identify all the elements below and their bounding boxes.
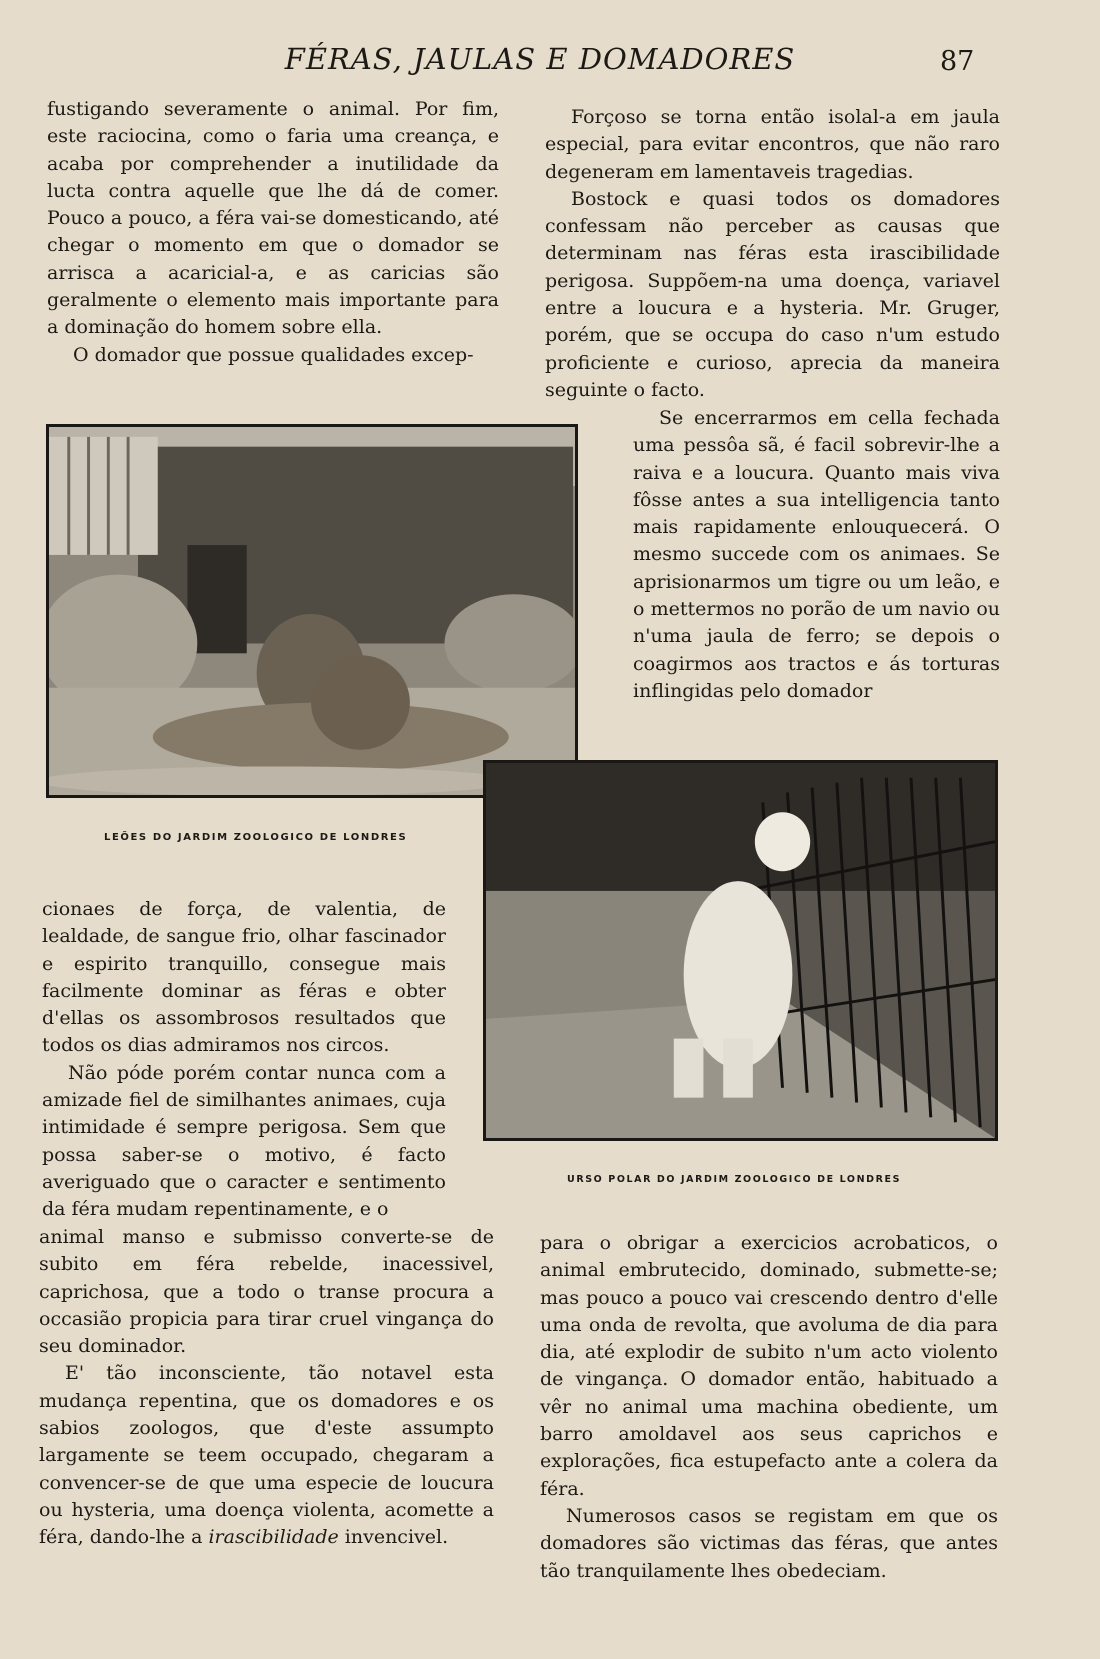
lions-photo [46,424,578,798]
text-column-mid-left [42,896,446,1224]
text-column-top-left [47,96,499,369]
paragraph: cionaes de força, de valentia, de lealdade, de sangue frio, olhar fascinador e espirito tranquillo, consegue mais facilmente dominar as féras e obter d'ellas os assombrosos resultados que todos os dias admiramos nos circos. [42,898,446,1057]
paragraph: Não póde porém contar nunca com a amizade fiel de similhantes animaes, cuja intimidade é sempre perigosa. Sem que possa saber-se o motivo, é facto averiguado que o caracter e sentimento da féra mudam repentinamente, e o [42,1061,446,1221]
polar-bear-image [486,763,995,1138]
text-column-right-narrow [633,405,1000,705]
paragraph: Forçoso se torna então isolal-a em jaula especial, para evitar encontros, que não raro degeneram em lamentaveis tragedias. [545,106,1000,183]
emphasis-text: irascibilidade [208,1526,339,1549]
paragraph: animal manso e submisso converte-se de subito em féra rebelde, inacessivel, caprichosa, que a todo o transe procura a occasião propicia para tirar cruel vingança do seu dominador. [39,1226,494,1358]
lions-image [49,427,575,795]
paragraph: O domador que possue qualidades excep- [73,343,474,366]
paragraph: Se encerrarmos em cella fechada uma pessôa sã, é facil sobrevir-lhe a raiva e a loucura. Quanto mais viva fôsse antes a sua intelligencia tanto mais rapidamente enlouquecerá. O mesmo succede com os animaes. Se aprisionarmos um tigre ou um leão, e o mettermos no porão de um navio ou n'uma jaula de ferro; se depois o coagirmos aos tractos e ás torturas inflingidas pelo domador [633,407,1000,702]
polar-bear-photo [483,760,998,1141]
paragraph-text: E' tão inconsciente, tão notavel esta mudança repentina, que os domadores e os sabios zoologos, que d'este assumpto largamente se teem occupado, chegaram a convencer-se de que uma especie de loucura ou hysteria, uma doença violenta, acomette a féra, dando-lhe a [39,1362,494,1549]
paragraph: Bostock e quasi todos os domadores confessam não perceber as causas que determinam nas féras esta irascibilidade perigosa. Suppõem-na uma doença, variavel entre a loucura e a hysteria. Mr. Gruger, porém, que se occupa do caso n'um estudo proficiente e curioso, aprecia da maneira seguinte o facto. [545,187,1000,401]
lions-caption: LEÕES DO JARDIM ZOOLOGICO DE LONDRES [104,832,408,843]
paragraph [39,1360,494,1551]
paragraph: para o obrigar a exercicios acrobaticos, o animal embrutecido, dominado, submette-se; mas pouco a pouco vai crescendo dentro d'elle uma onda de revolta, que avoluma de dia para dia, até explodir de subito n'um acto violento de vingança. O domador então, habituado a vêr no animal uma machina obediente, um barro amoldavel aos seus caprichos e explorações, fica estupefacto ante a colera da féra. [540,1232,998,1500]
polar-bear-caption: URSO POLAR DO JARDIM ZOOLOGICO DE LONDRES [567,1174,902,1185]
text-column-top-right [545,104,1000,404]
text-column-bottom-right [540,1230,998,1585]
paragraph: Numerosos casos se registam em que os domadores são victimas das féras, que antes tão tranquilamente lhes obedeciam. [540,1504,998,1582]
paragraph-text: invencivel. [338,1526,449,1549]
page-number: 87 [940,46,975,77]
running-title: FÉRAS, JAULAS E DOMADORES [284,42,796,76]
text-column-bottom-left [39,1224,494,1552]
paragraph: fustigando severamente o animal. Por fim, este raciocina, como o faria uma creança, e acaba por comprehender a inutilidade da lucta contra aquelle que lhe dá de comer. Pouco a pouco, a féra vai-se domesticando, até chegar o momento em que o domador se arrisca a acaricial-a, e as caricias são geralmente o elemento mais importante para a dominação do homem sobre ella. [47,98,499,339]
